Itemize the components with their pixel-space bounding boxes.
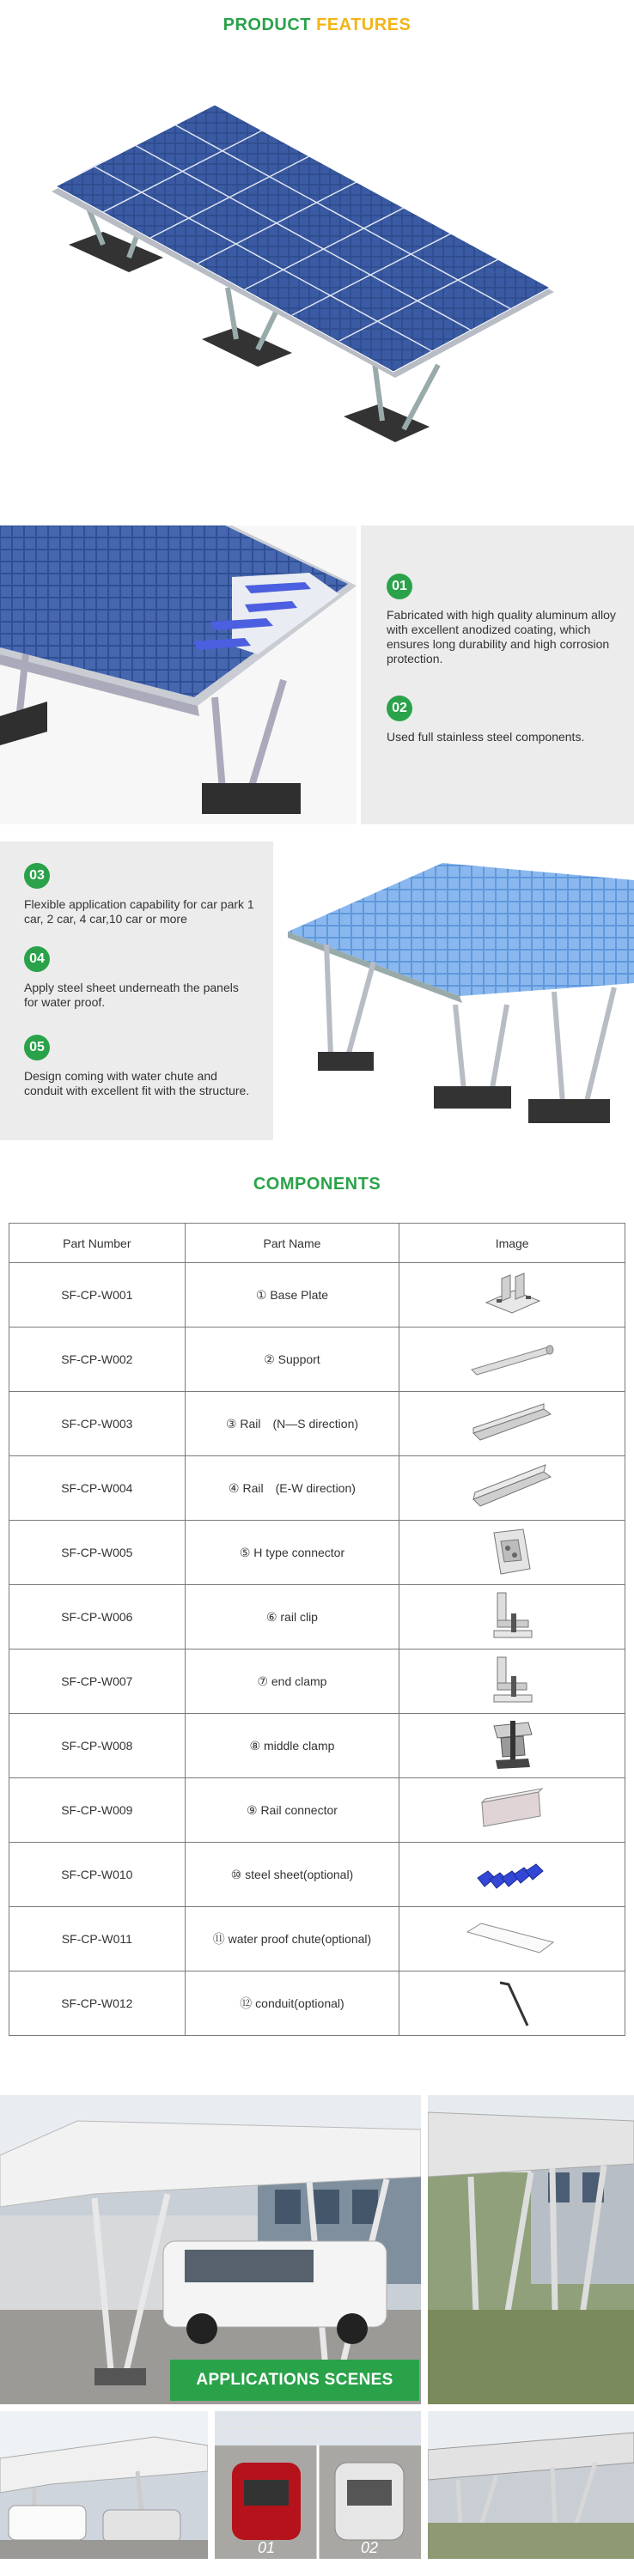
rail-ns-icon bbox=[465, 1397, 559, 1449]
column-header-image: Image bbox=[399, 1224, 625, 1263]
part-name-cell: ⑩ steel sheet(optional) bbox=[185, 1843, 399, 1907]
table-row bbox=[9, 1649, 625, 1714]
part-number-cell: SF-CP-W003 bbox=[9, 1392, 186, 1456]
water-chute-icon bbox=[460, 1917, 564, 1959]
heading-word-features: FEATURES bbox=[316, 15, 411, 34]
feature-number-badge: 05 bbox=[24, 1035, 50, 1060]
part-name-cell: ⑥ rail clip bbox=[185, 1585, 399, 1649]
components-table bbox=[9, 1223, 625, 2036]
part-number-cell: SF-CP-W004 bbox=[9, 1456, 186, 1521]
part-number-cell: SF-CP-W009 bbox=[9, 1778, 186, 1843]
feature-text: Apply steel sheet underneath the panels for water proof. bbox=[24, 981, 239, 1009]
table-row bbox=[9, 1327, 625, 1392]
middle-clamp-icon bbox=[482, 1717, 542, 1772]
part-number-cell: SF-CP-W010 bbox=[9, 1843, 186, 1907]
part-name-cell: ④ Rail (E-W direction) bbox=[185, 1456, 399, 1521]
part-name-cell: ⑫ conduit(optional) bbox=[185, 1971, 399, 2036]
table-row bbox=[9, 1521, 625, 1585]
part-number-cell: SF-CP-W012 bbox=[9, 1971, 186, 2036]
part-image-cell bbox=[399, 1392, 625, 1456]
part-number-cell: SF-CP-W002 bbox=[9, 1327, 186, 1392]
feature-item-01 bbox=[387, 574, 619, 666]
rail-connector-icon bbox=[473, 1785, 551, 1833]
table-row bbox=[9, 1907, 625, 1971]
feature-text: Used full stainless steel components. bbox=[387, 730, 585, 744]
support-icon bbox=[465, 1337, 559, 1380]
features-panel-1 bbox=[361, 526, 634, 824]
conduit-icon bbox=[486, 1974, 538, 2031]
part-number-cell: SF-CP-W011 bbox=[9, 1907, 186, 1971]
column-header-part-number: Part Number bbox=[9, 1224, 186, 1263]
application-photo-parking bbox=[215, 2411, 421, 2559]
feature-text: Flexible application capability for car park 1 car, 2 car, 4 car,10 car or more bbox=[24, 897, 254, 926]
table-row bbox=[9, 1714, 625, 1778]
feature-text: Fabricated with high quality aluminum alloy with excellent anodized coating, which ensures long durability and high corrosion protection. bbox=[387, 608, 616, 665]
column-header-part-name: Part Name bbox=[185, 1224, 399, 1263]
part-image-cell bbox=[399, 1263, 625, 1327]
part-image-cell bbox=[399, 1778, 625, 1843]
table-row bbox=[9, 1392, 625, 1456]
part-image-cell bbox=[399, 1843, 625, 1907]
table-row bbox=[9, 1971, 625, 2036]
table-row bbox=[9, 1843, 625, 1907]
table-row bbox=[9, 1585, 625, 1649]
steel-sheet-icon bbox=[469, 1852, 555, 1895]
part-image-cell bbox=[399, 1456, 625, 1521]
part-image-cell bbox=[399, 1521, 625, 1585]
product-features-heading bbox=[0, 15, 634, 35]
table-row bbox=[9, 1263, 625, 1327]
part-image-cell bbox=[399, 1714, 625, 1778]
part-name-cell: ⑦ end clamp bbox=[185, 1649, 399, 1714]
feature-item-02 bbox=[387, 696, 619, 744]
application-photo-structure bbox=[428, 2411, 634, 2559]
carport-hero-illustration bbox=[52, 82, 584, 459]
feature-number-badge: 01 bbox=[387, 574, 412, 599]
part-image-cell bbox=[399, 1971, 625, 2036]
h-connector-icon bbox=[482, 1526, 542, 1577]
feature-number-badge: 04 bbox=[24, 946, 50, 972]
parking-space-number: 02 bbox=[360, 2539, 379, 2556]
application-photo-side bbox=[428, 2095, 634, 2404]
base-plate-icon bbox=[478, 1268, 546, 1320]
table-row bbox=[9, 1778, 625, 1843]
feature-number-badge: 02 bbox=[387, 696, 412, 721]
applications-scenes-banner: APPLICATIONS SCENES bbox=[170, 2360, 419, 2401]
part-name-cell: ① Base Plate bbox=[185, 1263, 399, 1327]
part-number-cell: SF-CP-W007 bbox=[9, 1649, 186, 1714]
parking-space-number: 01 bbox=[257, 2539, 276, 2556]
part-image-cell bbox=[399, 1585, 625, 1649]
feature-number-badge: 03 bbox=[24, 863, 50, 889]
heading-word-product: PRODUCT bbox=[223, 15, 311, 34]
carport-side-illustration bbox=[279, 841, 634, 1140]
part-name-cell: ⑨ Rail connector bbox=[185, 1778, 399, 1843]
part-image-cell bbox=[399, 1907, 625, 1971]
part-name-cell: ⑤ H type connector bbox=[185, 1521, 399, 1585]
application-photo-main bbox=[0, 2095, 421, 2404]
part-number-cell: SF-CP-W006 bbox=[9, 1585, 186, 1649]
feature-text: Design coming with water chute and conduit with excellent fit with the structure. bbox=[24, 1069, 250, 1097]
rail-clip-icon bbox=[482, 1589, 542, 1643]
end-clamp-icon bbox=[482, 1654, 542, 1707]
part-image-cell bbox=[399, 1327, 625, 1392]
part-name-cell: ③ Rail (N—S direction) bbox=[185, 1392, 399, 1456]
application-photo-cars bbox=[0, 2411, 208, 2559]
carport-detail-illustration bbox=[0, 526, 357, 824]
part-number-cell: SF-CP-W008 bbox=[9, 1714, 186, 1778]
part-name-cell: ⑧ middle clamp bbox=[185, 1714, 399, 1778]
part-name-cell: ⑪ water proof chute(optional) bbox=[185, 1907, 399, 1971]
feature-item-05 bbox=[24, 1035, 256, 1098]
table-header-row bbox=[9, 1224, 625, 1263]
part-number-cell: SF-CP-W001 bbox=[9, 1263, 186, 1327]
part-image-cell bbox=[399, 1649, 625, 1714]
part-number-cell: SF-CP-W005 bbox=[9, 1521, 186, 1585]
components-heading: COMPONENTS bbox=[253, 1175, 381, 1194]
feature-item-03 bbox=[24, 863, 256, 927]
feature-item-04 bbox=[24, 946, 256, 1010]
rail-ew-icon bbox=[465, 1461, 559, 1513]
part-name-cell: ② Support bbox=[185, 1327, 399, 1392]
table-row bbox=[9, 1456, 625, 1521]
